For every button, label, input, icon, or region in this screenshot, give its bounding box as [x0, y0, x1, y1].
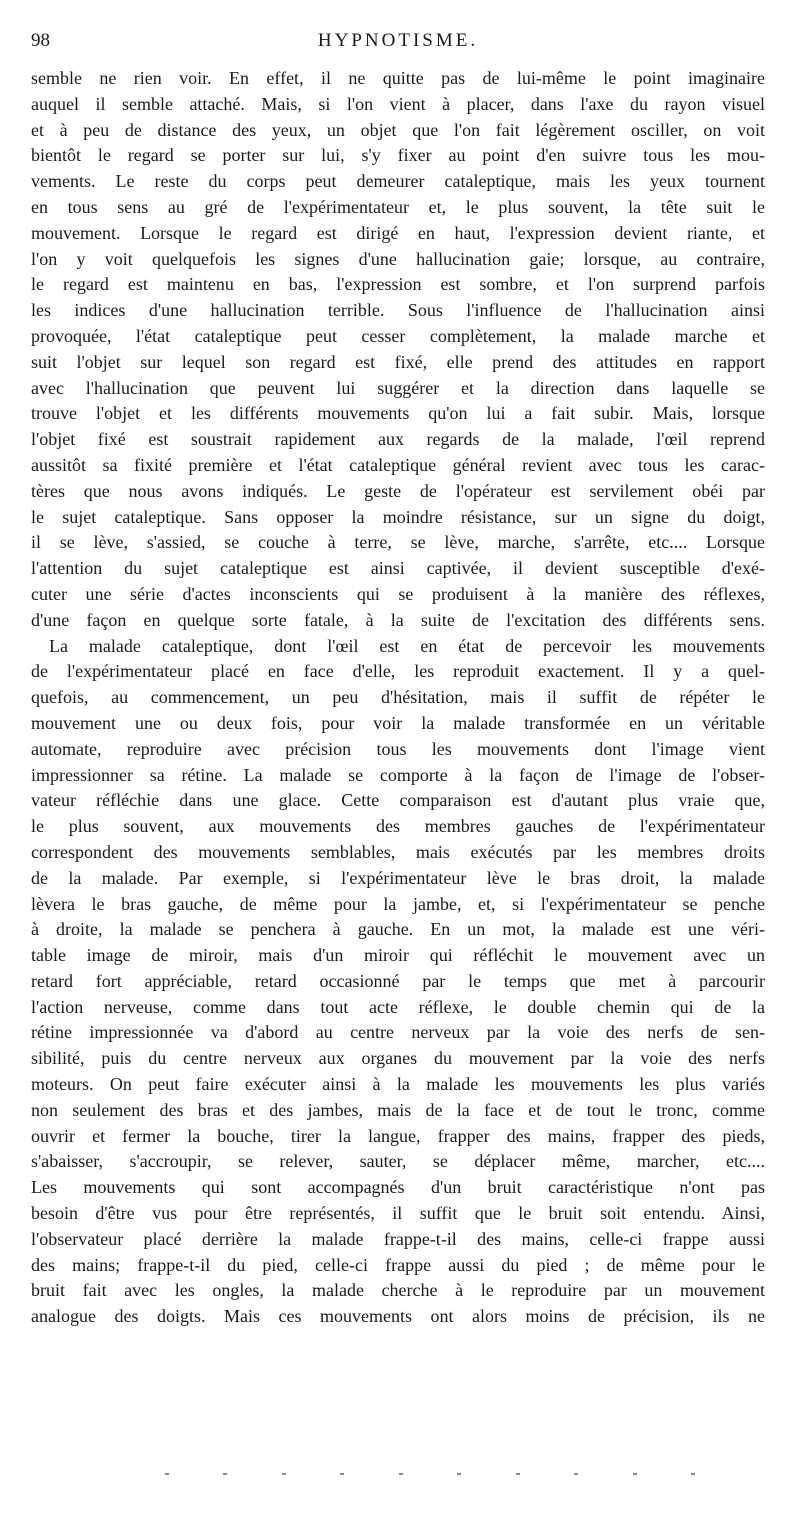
text-line: l'action nerveuse, comme dans tout acte réflexe, le double chemin qui de la: [31, 996, 765, 1017]
text-line: l'on y voit quelquefois les signes d'une hallucination gaie; lorsque, au contraire,: [31, 248, 765, 269]
text-line: le plus souvent, aux mouvements des membres gauches de l'expérimentateur: [31, 816, 765, 837]
text-line: l'observateur placé derrière la malade frappe-t-il des mains, celle-ci frappe aussi: [31, 1228, 765, 1249]
text-line: table image de miroir, mais d'un miroir qui réfléchit le mouvement avec un: [31, 945, 765, 966]
text-line: d'une façon en quelque sorte fatale, à la suite de l'excitation des différents sens.: [31, 609, 765, 630]
text-line: en tous sens au gré de l'expérimentateur et, le plus souvent, la tête suit le: [31, 196, 765, 217]
text-line: non seulement des bras et des jambes, mais de la face et de tout le tronc, comme: [31, 1099, 765, 1120]
running-title: HYPNOTISME.: [317, 30, 479, 51]
body-text: [31, 66, 765, 1330]
text-line: de la malade. Par exemple, si l'expérimentateur lève le bras droit, la malade: [31, 867, 765, 888]
text-line: les indices d'une hallucination terrible. Sous l'influence de l'hallucination ainsi: [31, 300, 765, 321]
text-line: le sujet cataleptique. Sans opposer la moindre résistance, sur un signe du doigt,: [31, 506, 765, 527]
page-number: 98: [31, 30, 50, 51]
book-page: [31, 30, 765, 1330]
running-head: [31, 30, 765, 58]
print-mark: [516, 1473, 520, 1475]
text-line: mouvement. Lorsque le regard est dirigé en haut, l'expression devient riante, et: [31, 222, 765, 243]
print-mark: [165, 1473, 169, 1475]
print-mark: [399, 1473, 403, 1475]
text-line: correspondent des mouvements semblables, mais exécutés par les membres droits: [31, 841, 765, 862]
text-line: rétine impressionnée va d'abord au centre nerveux par la voie des nerfs de sen-: [31, 1022, 765, 1043]
text-line: s'abaisser, s'accroupir, se relever, sauter, se déplacer même, marcher, etc....: [31, 1151, 765, 1172]
text-line: impressionner sa rétine. La malade se comporte à la façon de l'image de l'obser-: [31, 764, 765, 785]
text-line: semble ne rien voir. En effet, il ne quitte pas de lui-même le point imaginaire: [31, 68, 765, 88]
text-line: bientôt le regard se porter sur lui, s'y fixer au point d'en suivre tous les mou-: [31, 145, 765, 166]
text-line: analogue des doigts. Mais ces mouvements ont alors moins de précision, ils ne: [31, 1306, 765, 1327]
text-line: bruit fait avec les ongles, la malade cherche à le reproduire par un mouvement: [31, 1280, 765, 1301]
text-line: vements. Le reste du corps peut demeurer cataleptique, mais les yeux tournent: [31, 171, 765, 192]
text-line: lèvera le bras gauche, de même pour la jambe, et, si l'expérimentateur se penche: [31, 893, 765, 914]
text-line: provoquée, l'état cataleptique peut cesser complètement, la malade marche et: [31, 325, 765, 346]
text-line: retard fort appréciable, retard occasionné par le temps que met à parcourir: [31, 970, 765, 991]
text-line: moteurs. On peut faire exécuter ainsi à la malade les mouvements les plus variés: [31, 1074, 765, 1095]
print-mark: [282, 1473, 286, 1475]
text-line: ouvrir et fermer la bouche, tirer la langue, frapper des mains, frapper des pieds,: [31, 1125, 765, 1146]
text-line: quefois, au commencement, un peu d'hésitation, mais il suffit de répéter le: [31, 687, 765, 708]
print-mark: [633, 1473, 637, 1475]
text-line: tères que nous avons indiqués. Le geste de l'opérateur est servilement obéi par: [31, 480, 765, 501]
print-marks: [165, 1468, 695, 1480]
text-line: besoin d'être vus pour être représentés, il suffit que le bruit soit entendu. Ainsi,: [31, 1203, 765, 1224]
text-line: avec l'hallucination que peuvent lui suggérer et la direction dans laquelle se: [31, 377, 765, 398]
text-line: vateur réfléchie dans une glace. Cette comparaison est d'autant plus vraie que,: [31, 790, 765, 811]
text-line: de l'expérimentateur placé en face d'elle, les reproduit exactement. Il y a quel-: [31, 661, 765, 682]
text-line: sibilité, puis du centre nerveux aux organes du mouvement par la voie des nerfs: [31, 1048, 765, 1069]
text-line: La malade cataleptique, dont l'œil est en état de percevoir les mouvements: [49, 635, 765, 656]
text-line: mouvement une ou deux fois, pour voir la malade transformée en un véritable: [31, 712, 765, 733]
print-mark: [223, 1473, 227, 1475]
paragraph-2: [31, 634, 765, 1331]
text-line: cuter une série d'actes inconscients qui se produisent à la manière des réflexes,: [31, 583, 765, 604]
paragraph-1: [31, 66, 765, 634]
print-mark: [691, 1473, 695, 1475]
text-line: l'objet fixé est soustrait rapidement aux regards de la malade, l'œil reprend: [31, 429, 765, 450]
text-line: il se lève, s'assied, se couche à terre, se lève, marche, s'arrête, etc.... Lorsque: [31, 532, 765, 553]
print-mark: [340, 1473, 344, 1475]
text-line: le regard est maintenu en bas, l'expression est sombre, et l'on surprend parfois: [31, 274, 765, 295]
text-line: trouve l'objet et les différents mouvements qu'on lui a fait subir. Mais, lorsque: [31, 403, 765, 424]
text-line: aussitôt sa fixité première et l'état cataleptique général revient avec tous les carac-: [31, 454, 765, 475]
text-line: Les mouvements qui sont accompagnés d'un bruit caractéristique n'ont pas: [31, 1177, 765, 1198]
text-line: auquel il semble attaché. Mais, si l'on vient à placer, dans l'axe du rayon visuel: [31, 93, 765, 114]
print-mark: [574, 1473, 578, 1475]
text-line: à droite, la malade se penchera à gauche. En un mot, la malade est une véri-: [31, 919, 765, 940]
text-line: des mains; frappe-t-il du pied, celle-ci frappe aussi du pied ; de même pour le: [31, 1254, 765, 1275]
print-mark: [457, 1473, 461, 1475]
text-line: et à peu de distance des yeux, un objet que l'on fait légèrement osciller, on voit: [31, 119, 765, 140]
text-line: l'attention du sujet cataleptique est ainsi captivée, il devient susceptible d'exé-: [31, 558, 765, 579]
text-line: suit l'objet sur lequel son regard est fixé, elle prend des attitudes en rapport: [31, 351, 765, 372]
text-line: automate, reproduire avec précision tous les mouvements dont l'image vient: [31, 738, 765, 759]
